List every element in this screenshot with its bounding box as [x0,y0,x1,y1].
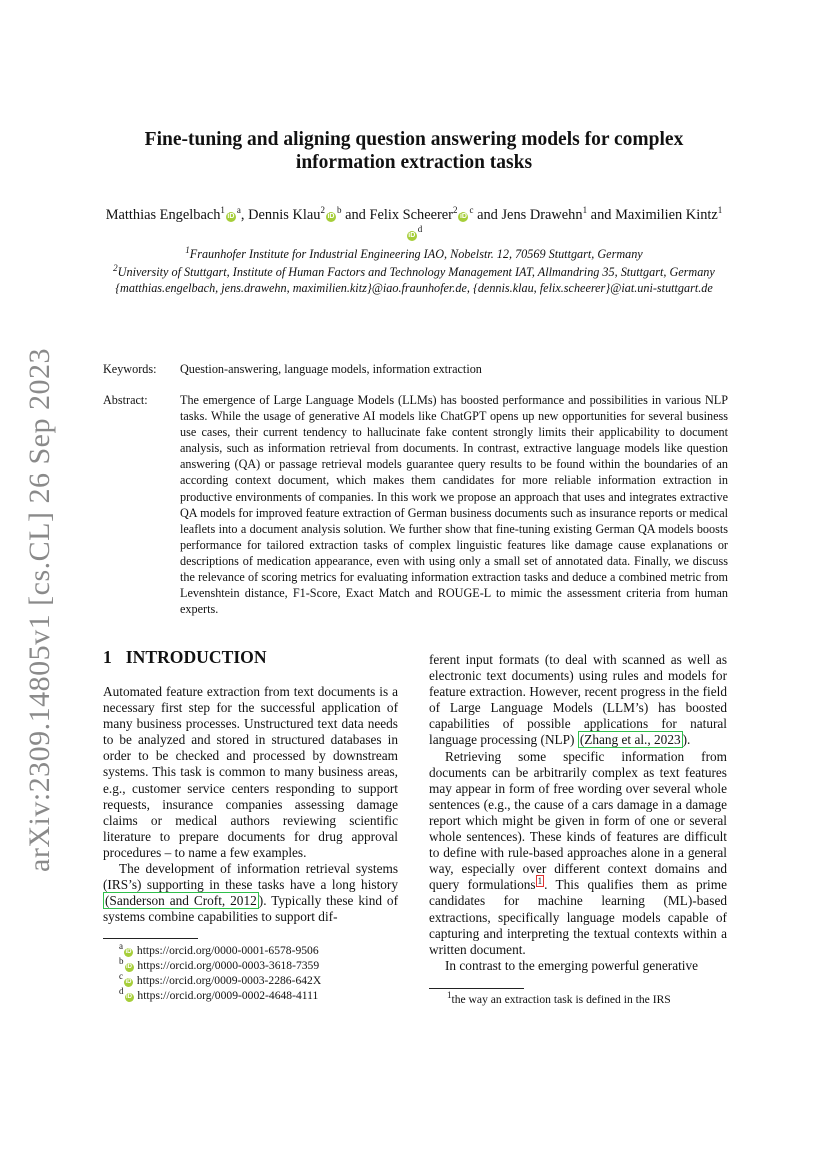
section-title: INTRODUCTION [125,647,267,667]
paragraph-text: ). [682,732,691,748]
section-heading [103,647,267,668]
author-name: Matthias Engelbach [105,207,221,223]
intro-paragraph-1: Automated feature extraction from text documents is a necessary first step for the successful application of many business processes. Unstructured text data needs to be analyzed and stored in structured databases in order to be checked and processed by downstream systems. This task is common to many business areas, e.g., customer service centers responding to support requests, insurance companies assessing damage claims or medical authors reviewing scientific literature to prepare documents for drug approval procedures – to name a few examples. [103,684,398,860]
orcid-mark: b [336,205,342,216]
orcid-footnote [119,988,321,1003]
orcid-url[interactable]: https://orcid.org/0000-0001-6578-9506 [136,944,319,957]
orcid-mark: b [119,956,124,967]
orcid-mark: a [119,941,123,952]
orcid-mark: c [119,971,123,982]
keywords-label: Keywords: [103,362,157,376]
paper-title: Fine-tuning and aligning question answering models for complex information extraction tasks [144,129,684,173]
affiliation-mark: 1 [582,205,588,216]
arxiv-identifier [20,348,60,872]
footnote-rule [103,938,198,939]
orcid-mark: c [469,205,474,216]
intro-paragraph-5: In contrast to the emerging powerful generative [445,957,699,973]
author-list [100,206,728,244]
footnote-mark: 1 [447,990,452,1001]
orcid-footnote [119,958,321,973]
right-column [429,652,727,974]
paragraph-text: Retrieving some specific information from documents can be arbitrarily complex as text features may appear in form of free wording over several whole sentences (e.g., the cause of a cars damage in a damage report which might be given in form of one or several whole sentences). These kinds of features are difficult to define with rule-based approaches alone in a general way, especially over different context domains and query formulations [429,748,727,893]
orcid-icon: iD [126,994,132,1000]
footnote-text: the way an extraction task is defined in the IRS [451,993,671,1006]
affiliation-mark: 1 [220,205,225,216]
affiliation-mark: 2 [320,205,325,216]
affiliation-mark: 1 [185,244,190,255]
author-name: Felix Scheerer [369,207,453,223]
abstract-label: Abstract: [103,393,148,407]
orcid-footnote [119,943,321,958]
intro-paragraph-3 [429,652,727,749]
paragraph-text: ). Typically these kind of systems combine capabilities to support dif- [103,893,399,925]
paragraph-text: ferent input formats (to deal with scanned as well as electronic text documents) using rules and models for feature extraction. However, recent progress in the field of Large Language Models (LLM’s) has boosted capabilities of possible applications for natural language processing (NLP) [429,652,727,748]
affiliation-mark: 1 [717,205,723,216]
orcid-mark: d [119,986,124,997]
abstract-text: The emergence of Large Language Models (LLMs) has boosted performance and possibilities in various NLP tasks. While the usage of generative AI models like ChatGPT opens up new opportunities for several business use cases, their current tendency to hallucinate fake content strongly limits their applicability to document analysis, such as information retrieval from documents. In contrast, extractive language models like question answering (QA) or passage retrieval models guarantee query results to be found within the boundaries of an according context document, which makes them candidates for more reliable information extraction in productive environments of companies. In this work we propose an approach that uses and integrates extractive QA models for improved feature extraction of German business documents such as insurance reports or medical leaflets into a document analysis solution. We further show that fine-tuning existing German QA models boosts performance for tailored extraction tasks of complex linguistic features like damage cause explanations or descriptions of medication appearance, even with using only a small set of annotated data. Finally, we discuss the relevance of scoring metrics for evaluating information extraction tasks and deduce a combined metric from Levenshtein distance, F1-Score, Exact Match and ROUGE-L to mimic the assessment criteria from human experts. [180,393,728,617]
orcid-mark: a [236,205,241,216]
orcid-icon: iD [126,964,132,970]
arxiv-identifier-text: arXiv:2309.14805v1 [cs.CL] 26 Sep 2023 [23,348,57,872]
keywords-text: Question-answering, language models, information extraction [180,362,482,376]
orcid-icon[interactable]: iD [327,213,335,220]
author-name: Dennis Klau [248,207,321,223]
section-number: 1 [103,647,112,667]
orcid-url[interactable]: https://orcid.org/0000-0003-3618-7359 [137,959,320,972]
affiliation-1 [90,246,738,262]
affiliation-2 [90,264,738,280]
affiliation-text: University of Stuttgart, Institute of Human Factors and Technology Management IAT, Allmandring 35, Stuttgart, Germany [117,265,715,279]
footnote-1 [447,992,671,1007]
orcid-icon: iD [125,979,132,985]
orcid-icon[interactable]: iD [227,213,235,220]
author-emails: {matthias.engelbach, jens.drawehn, maximilien.kitz}@iao.fraunhofer.de, {dennis.klau, felix.scheerer}@iat.uni-stuttgart.de [115,281,713,295]
orcid-footnote [119,973,321,988]
affiliation-mark: 2 [452,205,458,216]
author-separator: and [341,207,370,223]
intro-paragraph-2 [103,861,398,925]
author-name: Jens Drawehn [501,207,583,223]
orcid-url[interactable]: https://orcid.org/0009-0002-4648-4111 [137,989,319,1002]
orcid-footnotes [119,943,321,1003]
orcid-icon[interactable]: iD [459,213,467,220]
orcid-icon[interactable]: iD [408,232,416,239]
keywords-row [103,361,728,379]
author-separator: , [240,207,249,223]
author-name: Maximilien Kintz [615,207,718,223]
footnote-rule [429,988,524,989]
citation-link[interactable]: (Zhang et al., 2023 [579,732,681,748]
orcid-url[interactable]: https://orcid.org/0009-0003-2286-642X [136,974,322,987]
intro-paragraph-4 [429,749,727,958]
affiliation-text: Fraunhofer Institute for Industrial Engineering IAO, Nobelstr. 12, 70569 Stuttgart, Germany [189,247,643,261]
paragraph-text: . This qualifies them as prime candidates for machine learning (ML)-based extractions, specifically language models capable of capturing and interpreting the textual contexts within a written document. [429,877,727,957]
footnote-reference[interactable]: 1 [537,876,543,887]
orcid-mark: d [417,224,423,235]
citation-link[interactable]: (Sanderson and Croft, 2012 [105,893,257,909]
left-column [103,684,398,925]
author-separator: and [473,207,502,223]
paragraph-text: The development of information retrieval systems (IRS’s) supporting in these tasks have a long history [103,861,398,893]
affiliation-mark: 2 [113,262,118,273]
abstract-row [103,392,728,617]
orcid-icon: iD [125,949,132,955]
author-separator: and [587,207,616,223]
